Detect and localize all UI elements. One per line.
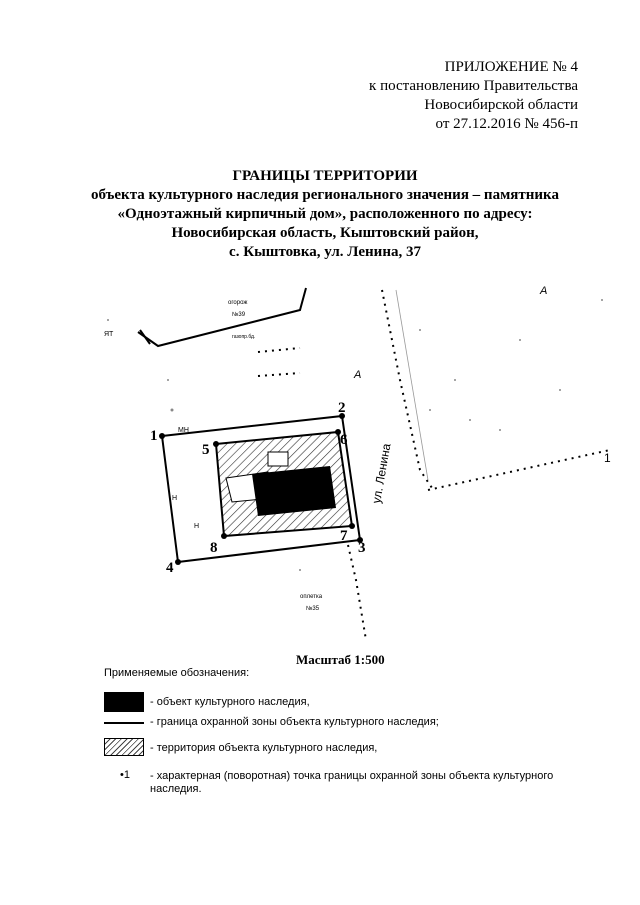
top-building-label: огорож [228,300,248,306]
point-2-label: 2 [338,400,346,416]
point-3-label: 3 [358,540,366,556]
scale-label: Масштаб 1:500 [296,652,385,667]
map-letter-a-top: А [540,285,548,297]
street-dots-2 [428,450,610,490]
n-label-2: Н [194,523,200,530]
appendix-date: от 27.12.2016 № 456-п [435,116,578,132]
legend-text: - территория объекта культурного наследия, [150,742,378,754]
point-1-marker [159,433,165,439]
title-line-1: ГРАНИЦЫ ТЕРРИТОРИИ [232,168,418,184]
legend-text: - характерная (поворотная) точка границы охранной зоны объекта культурного [150,770,554,782]
hatch-symbol [104,738,144,756]
street-edge [396,290,428,480]
heritage-building [252,466,336,516]
appendix-region: Новосибирской области [424,97,578,113]
street-label: ул. Ленина [369,442,394,505]
title-line-3: «Одноэтажный кирпичный дом», расположенного по адресу: [117,206,533,222]
n-label-1: Н [172,495,178,502]
point-8-label: 8 [210,540,218,556]
appendix-resolution: к постановлению Правительства [369,78,578,94]
point-symbol: •1 [120,769,130,781]
legend-text: - граница охранной зоны объекта культурного наследия; [150,716,439,728]
legend-text-continued: наследия. [150,783,202,795]
mn-label: МН [178,427,189,434]
left-mark: ЯТ [104,331,114,338]
black-fill-symbol [104,692,144,712]
street-dots-3 [348,545,366,640]
neighbor-building-top [138,288,306,346]
point-8-marker [221,533,227,539]
title-line-5: с. Кыштовка, ул. Ленина, 37 [229,244,421,260]
point-4-label: 4 [166,560,174,576]
edge-number: 1 [604,451,611,465]
legend-text: - объект культурного наследия, [150,696,310,708]
point-5-label: 5 [202,442,210,458]
point-1-label: 1 [150,428,158,444]
line-symbol [104,722,144,724]
title-line-4: Новосибирская область, Кыштовский район, [171,225,479,241]
top-building-number: №39 [232,312,246,318]
map-letter-a-mid: А [354,369,362,381]
bottom-building-number: №35 [306,606,320,612]
gas-line [140,330,150,344]
point-6-label: 6 [340,432,348,448]
building-porch [268,452,288,466]
top-line-label: газопр.бд. [232,334,256,340]
point-7-label: 7 [340,528,348,544]
appendix-number: ПРИЛОЖЕНИЕ № 4 [444,59,578,75]
bottom-building-label: оплетка [300,594,323,600]
point-4-marker [175,559,181,565]
point-7-marker [349,523,355,529]
point-5-marker [213,441,219,447]
fence-dots-1 [258,348,300,352]
legend-title: Применяемые обозначения: [104,667,250,679]
fence-dots-2 [258,373,300,376]
title-line-2: объекта культурного наследия регионального значения – памятника [91,187,559,203]
